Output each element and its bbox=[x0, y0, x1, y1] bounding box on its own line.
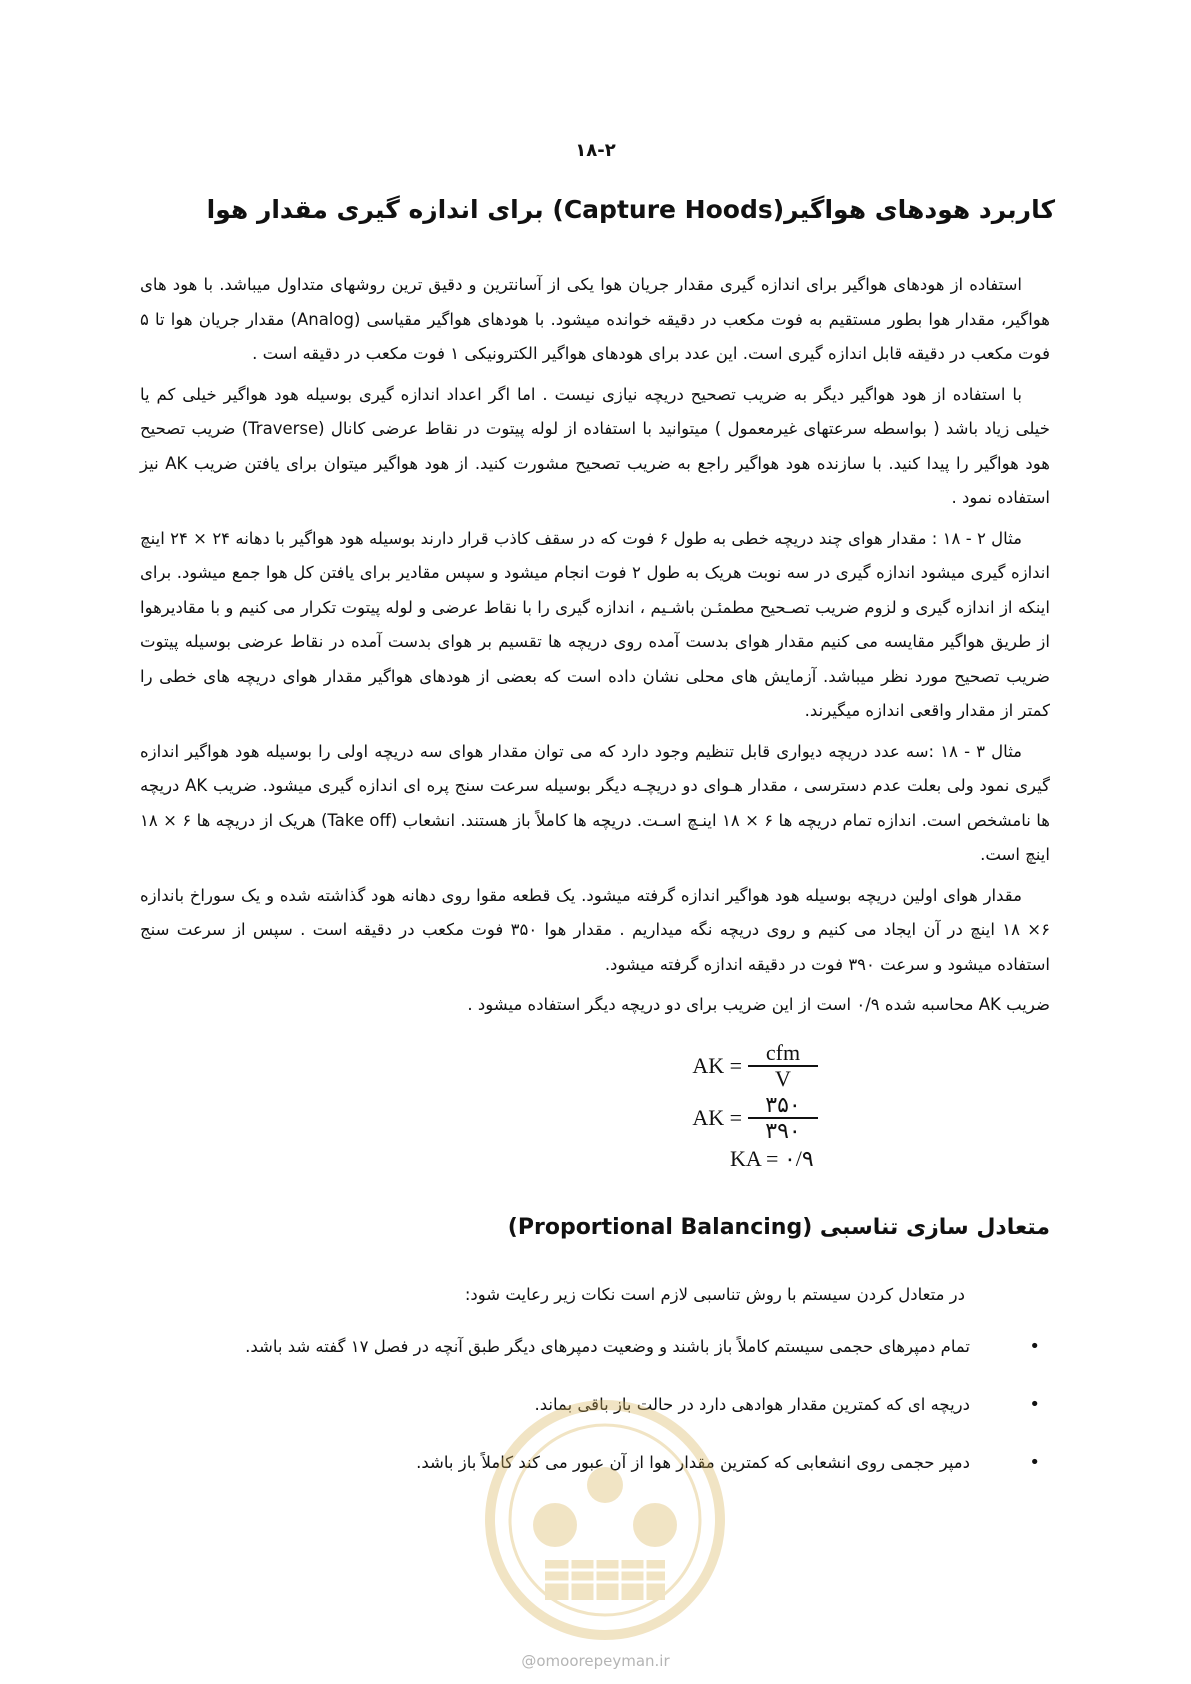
list-item-text: دریچه ای که کمترین مقدار هوادهی دارد در حالت باز باقی بماند. bbox=[534, 1395, 970, 1414]
formula-result: KA = ۰/۹ bbox=[730, 1146, 814, 1171]
list-item bbox=[140, 1333, 1040, 1391]
bullet-icon: • bbox=[1029, 1394, 1040, 1415]
list-item-text: تمام دمپرهای حجمی سیستم کاملاً باز باشند و وضعیت دمپرهای دیگر طبق آنچه در فصل ۱۷ گفته شد باشد. bbox=[245, 1337, 970, 1356]
paragraph: مقدار هوای اولین دریچه بوسیله هود هواگیر اندازه گرفته میشود. یک قطعه مقوا روی دهانه هود گذاشته شده و یک سوراخ باندازه ۶× ۱۸ اینچ در آن ایجاد می کنیم و روی دریچه نگه میداریم . مقدار هوا ۳۵۰ فوت مکعب در دقیقه است . سپس از سرعت سنج استفاده میشود و سرعت ۳۹۰ فوت در دقیقه اندازه گرفته میشود. bbox=[140, 885, 1050, 974]
fraction-denominator: V bbox=[775, 1066, 791, 1091]
page-number: ۱۸-۲ bbox=[575, 140, 616, 161]
formula-lhs: AK = bbox=[692, 1053, 742, 1078]
fraction-numerator: cfm bbox=[748, 1041, 818, 1067]
footer-url: @omoorepeyman.ir bbox=[521, 1652, 670, 1670]
paragraph: با استفاده از هود هواگیر دیگر به ضریب تصحیح دریچه نیازی نیست . اما اگر اعداد اندازه گیری بوسیله هود هواگیر خیلی کم یا خیلی زیاد باشد ( بواسطه سرعتهای غیرمعمول ) میتوانید با استفاده از لوله پیتوت در نقاط عرضی کانال (Traverse) ضریب تصحیح هود هواگیر را پیدا کنید. با سازنده هود هواگیر راجع به ضریب تصحیح مشورت کنید. از هود هواگیر میتوان برای یافتن ضریب AK نیز استفاده نمود . bbox=[140, 384, 1050, 507]
subsection-title: متعادل سازی تناسبی (Proportional Balancing) bbox=[507, 1215, 1050, 1240]
intro-text: در متعادل کردن سیستم با روش تناسبی لازم است نکات زیر رعایت شود: bbox=[464, 1285, 965, 1304]
section-title: کاربرد هودهای هواگیر(Capture Hoods) برای اندازه گیری مقدار هوا bbox=[206, 195, 1055, 224]
formula-row bbox=[680, 1040, 880, 1092]
body-text bbox=[140, 268, 1050, 1029]
fraction-denominator: ۳۹۰ bbox=[765, 1118, 801, 1143]
formula-row bbox=[680, 1092, 880, 1144]
fraction bbox=[748, 1093, 818, 1143]
ak-formula bbox=[680, 1040, 880, 1172]
bullet-icon: • bbox=[1029, 1452, 1040, 1473]
paragraph: مثال ۳ - ۱۸ :سه عدد دریچه دیواری قابل تنظیم وجود دارد که می توان مقدار هوای سه دریچه اولی را بوسیله هود هواگیر اندازه گیری نمود ولی بعلت عدم دسترسی ، مقدار هـوای دو دریچـه دیگر بوسیله سرعت سنج پره ای اندازه گیری میشود. ضریب AK دریچه ها نامشخص است. اندازه تمام دریچه ها ۶ × ۱۸ اینـچ اسـت. دریچه ها کاملاً باز هستند. انشعاب (Take off) هریک از دریچه ها ۶ × ۱۸ اینچ است. bbox=[140, 741, 1050, 864]
watermark-logo-icon bbox=[475, 1390, 735, 1650]
bullet-icon: • bbox=[1029, 1336, 1040, 1357]
fraction-numerator: ۳۵۰ bbox=[748, 1093, 818, 1119]
list-item-text: دمپر حجمی روی انشعابی که کمترین مقدار هوا از آن عبور می کند کاملاً باز باشد. bbox=[416, 1453, 970, 1472]
paragraph: مثال ۲ - ۱۸ : مقدار هوای چند دریچه خطی به طول ۶ فوت که در سقف کاذب قرار دارند بوسیله هود هواگیر با دهانه ۲۴ × ۲۴ اینچ اندازه گیری میشود اندازه گیری در سه نوبت هریک به طول ۲ فوت انجام میشود و سپس مقادیر برای یافتن کل هوا جمع میشود. برای اینکه از اندازه گیری و لزوم ضریب تصـحیح مطمئـن باشـیم ، اندازه گیری را با نقاط عرضی و لوله پیتوت تکرار می کنیم و با مقادیرهوا از طریق هواگیر مقایسه می کنیم مقدار هوای بدست آمده روی دریچه ها تقسیم بر هوای بدست آمده در نقاط عرضی بوسیله پیتوت ضریب تصحیح مورد نظر میباشد. آزمایش های محلی نشان داده است که بعضی از هودهای هواگیر مقدار هوای دریچه های خطی را کمتر از مقدار واقعی اندازه میگیرند. bbox=[140, 528, 1050, 720]
paragraph: ضریب AK محاسبه شده ۰/۹ است از این ضریب برای دو دریچه دیگر استفاده میشود . bbox=[467, 995, 1050, 1014]
paragraph: استفاده از هودهای هواگیر برای اندازه گیری مقدار جریان هوا یکی از آسانترین و دقیق ترین روشهای متداول میباشد. با هود های هواگیر، مقدار هوا بطور مستقیم به فوت مکعب در دقیقه خوانده میشود. با هودهای هواگیر مقیاسی (Analog) مقدار جریان هوا تا ۵ فوت مکعب در دقیقه قابل اندازه گیری است. این عدد برای هودهای هواگیر الکترونیکی ۱ فوت مکعب در دقیقه است . bbox=[140, 275, 1051, 363]
formula-lhs: AK = bbox=[692, 1105, 742, 1130]
fraction bbox=[748, 1041, 818, 1091]
